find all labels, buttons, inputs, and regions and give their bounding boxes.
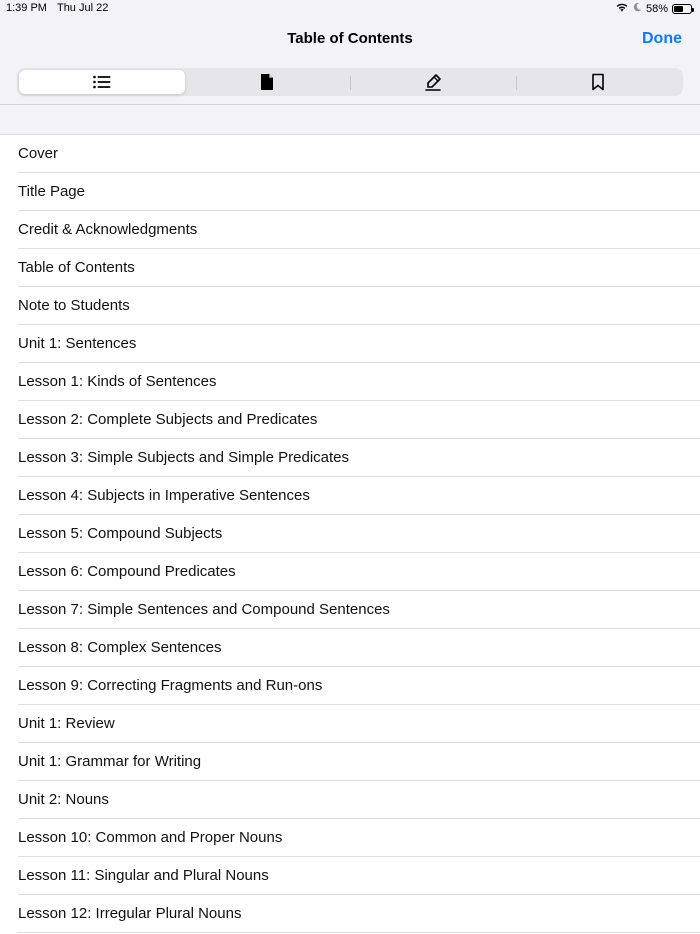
- toc-item[interactable]: [0, 553, 700, 591]
- toc-list: [0, 134, 700, 934]
- toc-item-label: Lesson 6: Compound Predicates: [18, 563, 236, 580]
- toc-item-label: Lesson 5: Compound Subjects: [18, 525, 223, 542]
- segment-bookmarks[interactable]: [516, 70, 682, 94]
- wifi-icon: [615, 2, 629, 15]
- toc-item-label: Unit 1: Sentences: [18, 335, 137, 352]
- moon-icon: [633, 2, 642, 15]
- bookmark-icon: [591, 73, 605, 91]
- battery-icon: [672, 4, 692, 14]
- toc-item[interactable]: [0, 401, 700, 439]
- toc-item[interactable]: [0, 743, 700, 781]
- toc-item[interactable]: [0, 857, 700, 895]
- toc-item[interactable]: [0, 781, 700, 819]
- toc-item[interactable]: [0, 173, 700, 211]
- toc-item-label: Lesson 11: Singular and Plural Nouns: [18, 867, 269, 884]
- toc-item[interactable]: [0, 515, 700, 553]
- toc-item-label: Lesson 7: Simple Sentences and Compound Sentences: [18, 601, 390, 618]
- toc-item-label: Lesson 10: Common and Proper Nouns: [18, 829, 283, 846]
- toc-item-label: Credit & Acknowledgments: [18, 221, 198, 238]
- header-divider: [0, 104, 700, 105]
- toc-item-label: Lesson 1: Kinds of Sentences: [18, 373, 217, 390]
- toc-item-label: Lesson 3: Simple Subjects and Simple Predicates: [18, 449, 350, 466]
- view-segmented-control: [17, 68, 683, 96]
- toc-item[interactable]: [0, 667, 700, 705]
- toc-item[interactable]: [0, 591, 700, 629]
- status-left: [6, 2, 108, 14]
- segment-contents[interactable]: [19, 70, 185, 94]
- toc-item[interactable]: [0, 325, 700, 363]
- status-right: [615, 2, 692, 15]
- status-date: Thu Jul 22: [56, 2, 109, 14]
- toc-item[interactable]: [0, 705, 700, 743]
- segment-notes[interactable]: [350, 70, 516, 94]
- toc-item[interactable]: [0, 211, 700, 249]
- highlighter-icon: [424, 73, 442, 91]
- page-title: Table of Contents: [287, 30, 413, 47]
- battery-fill: [674, 6, 683, 12]
- toc-item-label: Lesson 8: Complex Sentences: [18, 639, 222, 656]
- toc-item[interactable]: [0, 135, 700, 173]
- toc-item-label: Lesson 4: Subjects in Imperative Sentences: [18, 487, 310, 504]
- toc-item[interactable]: [0, 629, 700, 667]
- nav-bar: [0, 18, 700, 62]
- toc-item-label: Lesson 9: Correcting Fragments and Run-ons: [18, 677, 323, 694]
- toc-item-label: Lesson 12: Irregular Plural Nouns: [18, 905, 242, 922]
- toc-item[interactable]: [0, 287, 700, 325]
- toc-item-label: Note to Students: [18, 297, 130, 314]
- toc-item[interactable]: [0, 819, 700, 857]
- toc-item-label: Title Page: [18, 183, 85, 200]
- battery-percent: 58%: [645, 2, 668, 15]
- list-icon: [93, 75, 111, 89]
- status-time: 1:39 PM: [6, 2, 47, 14]
- toc-item[interactable]: [0, 363, 700, 401]
- toc-item-label: Lesson 2: Complete Subjects and Predicates: [18, 411, 318, 428]
- toc-item-label: Unit 1: Review: [18, 715, 115, 732]
- toc-item-label: Unit 1: Grammar for Writing: [18, 753, 202, 770]
- toc-item-label: Cover: [18, 145, 59, 162]
- page-icon: [260, 73, 274, 91]
- segment-pages[interactable]: [185, 70, 351, 94]
- toc-item[interactable]: [0, 439, 700, 477]
- done-button[interactable]: Done: [642, 30, 682, 47]
- toc-item-label: Unit 2: Nouns: [18, 791, 109, 808]
- toc-item[interactable]: [0, 477, 700, 515]
- toc-item-label: Table of Contents: [18, 259, 135, 276]
- toc-item[interactable]: [0, 249, 700, 287]
- toc-item[interactable]: [0, 895, 700, 933]
- status-bar: [0, 0, 700, 18]
